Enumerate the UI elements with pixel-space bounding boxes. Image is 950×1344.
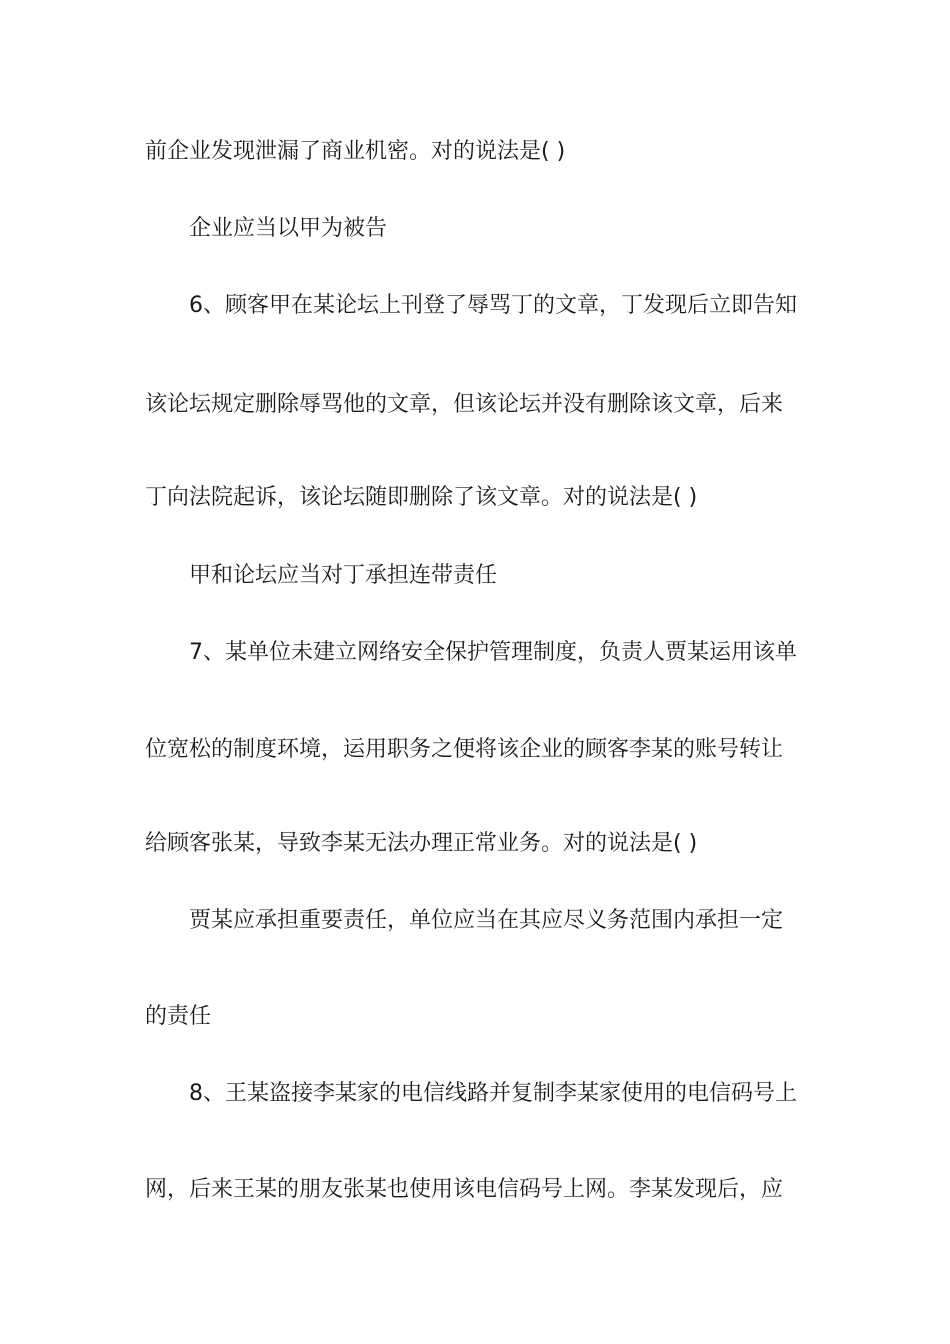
answer-line-1: 企业应当以甲为被告: [189, 216, 388, 241]
question-6-line-3: 丁向法院起诉，该论坛随即删除了该文章。对的说法是( ): [145, 485, 698, 510]
question-8-line-2: 网，后来王某的朋友张某也使用该电信码号上网。李某发现后，应: [145, 1177, 784, 1202]
answer-line-3-cont: 的责任: [145, 1004, 212, 1029]
question-8-line-1: 8、王某盗接李某家的电信线路并复制李某家使用的电信码号上: [189, 1081, 797, 1106]
answer-line-3: 贾某应承担重要责任，单位应当在其应尽义务范围内承担一定: [189, 908, 784, 933]
question-7-line-1: 7、某单位未建立网络安全保护管理制度，负责人贾某运用该单: [189, 640, 797, 665]
text-line-1: 前企业发现泄漏了商业机密。对的说法是( ): [145, 139, 566, 164]
question-6-line-1: 6、顾客甲在某论坛上刊登了辱骂丁的文章，丁发现后立即告知: [189, 293, 797, 318]
question-7-line-3: 给顾客张某，导致李某无法办理正常业务。对的说法是( ): [145, 831, 698, 856]
question-6-line-2: 该论坛规定删除辱骂他的文章，但该论坛并没有删除该文章，后来: [145, 392, 784, 417]
question-7-line-2: 位宽松的制度环境，运用职务之便将该企业的顾客李某的账号转让: [145, 737, 784, 762]
answer-line-2: 甲和论坛应当对丁承担连带责任: [189, 563, 498, 588]
